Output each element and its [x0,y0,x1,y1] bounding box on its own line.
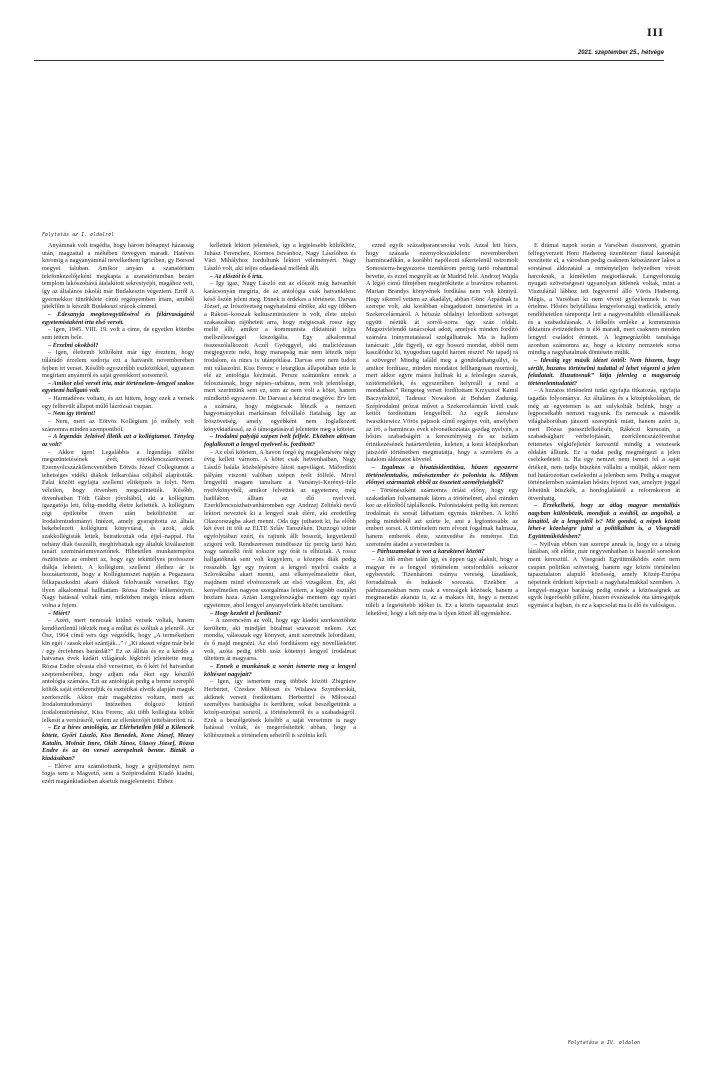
paragraph: – Igen, így ismertem meg többek között Zbigniew Herbertet, Czesław Miłoszt és Wisława Szymborskát, akiknek verseit fordítottam. Herberttel és Miłosszal személyes barátságba is kerültem, sokat beszélgettünk a közép-európai sorsról, a történelemről és a szabadságról. Ezek a beszélgetések később a saját verseimre is nagy hatással voltak, és megerősítettek abban, hogy a költészetnek a történelem sebeiről is szólnia kell. [204,678,356,739]
paragraph: – Akkor igen! Legalábbis a legendája túlélte megszüntetésének évét, ezerkilencszázötvenet. Ezernyolcszázkilencvenötben Eötvös József Collegiumot a tehetséges vidéki diákok felkarolása céljából alapították. Falai között egyfajta szellemi elitképzés is folyt. Nem véletlen, hogy ötvenben megszüntették. Később, ötvenhatban Tóth Gábor jóvoltából, aki a kollégium igazgatója lett, félig–meddig életre keltették. A kollégium régi épületébe ötven után beköltöztött az Irodalomtudományi Intézet, amely gyarapította az általa bekebelezett kollégiumi könyvtárat, és azok, akik szakkollégisták lettek, beiratkoztak oda éjjel–nappal. Ha nehány diák összeállt, meghívhattak egy általuk kiválasztott tanárt szemináriumvezetőnek. Hihetetlen munkatempóra ösztönözte az embert az, hogy egy tekintélyes professzor diákja lehetett. A kollégium szellemi élethez ár is hozzátartozott, hogy a Kollégiumszet napján a Pegazusra felkapaszkodni akaró diákok felolvasták verseiket. Egy ilyen alkalommal hallhattam Rózsa Endre költeményeit. Nagy hatással voltak rám, miközben mégis írásra adtam volna a fejem. [42,448,194,609]
interview-question: – Miért? [48,609,71,617]
paragraph: – Történészként számomra óriási előny, hogy egy szakadatlan folyamatnak látom a történelmet, ahol minden kor az előzőből táplálkozik. Polonistaként pedig két nemzet irodalmát és sorsát láthattam egymás tükrében. A költő pedig mindebből azt szűrte le, ami a legfontosabb: az emberi sorsot. A történelem nem elvont fogalmak halmaza, hanem emberek élete, szenvedése és reménye. Ezt szeretném átadni a verseimben is. [366,487,518,548]
continued-from-note: Folytatás az I. oldalról [42,232,115,238]
paragraph: – Nem, mert az Eötvös Kollégium jó műhely volt számomra minden szempontból. [42,418,194,433]
column-2 [204,242,356,1052]
paragraph: – Nyilván ebben van szerepe annak is, hogy ez a térség láttában, sőt előtte, már negyvenhatban is hasonló sorsokon ment keresztül. A Visegrádi Együttműködés ezért nem csupán politikai szövetség, hanem egy közös történelmi tapasztalaton alapuló közösség, amely Közép-Európa népeinek érdekeit képviseli a nagyhatalmakkal szemben. A lengyel–magyar barátság pedig ennek a közösségnek az egyik legerősebb pillére, hiszen évszázadok óta támogatjuk egymást a bajban, és ez a kapcsolat ma is élő és valóságos. [528,540,680,609]
paragraph: Anyámnak volt tragédia, hogy három hónapnyi házasság után, magzattal a méhében özvegyen maradt. Hatéves koromig a nagyanyámnál nevelkedtem Igricíben, gy Borsod megyei faluban. Amikor anyám a szanatórium telefonkezelőjeként megkapta a szanatóriumban bezárt templom lakószobává átalakított sekrestyéjét, magához vett, így az általános iskolát már Budakeszin végeztem. Erről A gyermekkor tündöklete címú regényemben írtam, amiből játékfilm is készült Budakeszi srácok címmel. [42,242,194,311]
continued-on-note: Folytatása a IV. oldalon [567,1040,640,1046]
paragraph: – Igen, élettemb költőként már úgy éreztem, hogy túlárádó érzelem sodorja ezt a hatvanöt novemberében fejben írt verset. Később egyszerűbb eszközökkel, ugyanezt megírtam anyámról és saját gyerekkori sorsomról. [42,349,194,380]
interview-question: – Amikor első versét írta, már történelem–lengyel szakos egyetemi hallgató volt. [42,379,194,395]
interview-question: – Érzékelhető, hogy az átlag magyar mentalitás nagyban különbözik, mondjuk a svédtől, az angoltól, a kínaitól, de a lengyeltől is? Mit gondol, a népek között lehet-e közelségre jutni a politikában is, a Visegrádi Együttműködésben? [528,502,680,540]
interview-question: – Ennek a munkának a során ismerte meg a lengyel költészet nagyjait? [204,663,356,678]
interview-question: – Párhuzamokat is von a karakterei között? [372,548,485,556]
column-4 [528,242,680,1052]
paragraph: – A huzatos történelmi tudat egyfajta titkatozás, egyfajta tagadás folyományа. Az általános és a középiskolában, de még az egyetemen is azt sulykolták belénk, hogy a legpocsékabb nemzet vagyunk. És nemcsak a második világháborúban játszott szerepünk miatt, hanem azért is, mert Dózsa parasztfelkelésén, Rákóczi kurucain, a szabadságharc vérbefojtásán, ezerkilencszázötvenhat rettenetes végkifejletén keresztül mindig a vesztesek oldalán álltunk. Ez a tudat pedig megmérgezi a jelen cselekedeteit is. Ha egy nemzet nem ismeri fel a saját értékeit, nem tudja büszkén vállalni a múltját, akkor nem tud határozottan cselekedni a jelenben sem. Pedig a magyar történelemben számtalan hősies fejezet van, amelyre joggal lehetünk büszkék, a honfoglalástól a reformkoron át ötvenhatig. [528,387,680,502]
interview-question: – Érzelmi okokból? [48,341,99,349]
interview-question: – Izgalmas a hivatásidentitása, hiszen egyszerre történelemtudós, művésztember és polonista is. Milyen előnyei származtak ebből az összetett személyiségből? [366,464,518,487]
paragraph: – Azért, mert nemcsak kitűnő versek voltak, hanem kendőzetlenül idézték meg a múltat és szóltak a jelenről. Az Ösz, 1964 című vers úgy végződik, hogy „A termékethen kin egét / sasok ekéi szántják...” / „Ki akaszt végre már bele / egy ércfehmes barázdát?” Ez az állítás és ez a kérdés a hatvanas évek kádári világának légkörét jelenítette meg. Rózsa Endre olvasta első verseimet, és ő kért fel hatvanhat szeptemberében, hogy adjam oda őket egy készülő antológia számára. Ezt az antológiát pedig a benne szereplő költők saját értékrendjük és esztétikai elveik alapján maguk szerkesztik. Akkor már magabiztos voltam, mert az Irodalomtudományi Intézetben dolgozó kitűnő irodalomtörténész, Kiss Ferenc, aki több kollégista költőt lelkesít a versírásról, velem az ellenkezőjét tettébátorított rá. [42,617,194,724]
interview-question: – Ez a híres antológia, az Elérhetetlen föld a Kilencek kötete, Győri László, Kiss Benedek, Konc József, Mezey Katalin, Molnár Imre, Oláh János, Utassy József, Rózsa Endre és az ön versei szerepelnek benne. Bizták a kiadásában? [42,724,194,762]
article-body [42,242,680,1052]
interview-question: – Ideváig egy másik idézet óntől: Nem hiszem, hogy sérült, huzatos történelmi tudattal el lehet végezni a jelen feladatait. Huzatosnak” látja jelenleg a magyarság történelemtudatát? [528,356,680,387]
paragraph: – Az első kötetem, A havon forgó ég megjelenésére négy évig kellett várnom. A kötet csak hetvenhatban, Nagy László halála közbelépésére látott napvilágot. Máfordítói pályám viszont valóban szépen ívelt fölfelé. Mivel lengyelül magam tanultam a Varsányi–Kerényi–féle nyelvkönyvből, amikor felvettek az egyetemre, még hadilábon álltam az élő nyelvvel. Ezerkilencszázhatvanháromban egy Andrzej Zeliński nevű lektort neveztek ki a lengyel szak élére, aki eredetileg Olaszországba akart menni. Oda úgy juthatott ki, ha előbb két évet itt tölt az ELTE Szláv Tanszékén. Duzzogó szinte egyfolytában ezért, és rajtunk állt bosszút, kegyetlenül szigorú volt. Rendszeresen mindössze tíz percig tartó házi vagy tanszéki órái sokszor egy órát is elhúztak. A rossz hallgatóknak sem volt kegyelem, a közepes diák pedig rosszabb. Így egy nyáron a lengyel nyelvű csakis a Szlovákiába akart menni, ami elkenyelmesítette őket, majdnem mind elvérezzenek az első vizsgákon. Én, aki kenyelmetlen nagyon szorgalmas lettem, a legjobb osztályt hoztam haza. Aztán Lengyelországba mentem egy nyári egyetemre, ahol lengyel anyanyelvűek között tanultam. [204,448,356,609]
interview-question: – Édesanyja megözvegyülésérol és félárvaságáról egyetemistaként írta első versét. [42,310,194,326]
page-number: III [646,28,664,39]
column-1 [42,242,194,1052]
paragraph: – Harmadéves voltam, és azt hittem, hogy ezek a versek egy felhevült állapot múló lázrózsái csupán. [42,395,194,410]
interview-question: – Nem így történt! [48,410,96,418]
dateline: 2021. szeptember 25., hétvége [577,50,664,56]
interview-question: – Az előszót is ő írta. [210,272,263,280]
paragraph: – A szerencsém az volt, hogy egy kiadói szerkesztőhöz kerültem, aki mindjárt bizalmat szavazott nekem. Azt mondta, válasszak egy könyvet, amit szeretnék lefordítani, és ő majd megnézi. Az első fordításom egy novelláskötet volt, azóta pedig több száz kötetnyi lengyel irodalmat ültettem át magyarra. [204,617,356,663]
interview-question: – Hogy kezdett el fordítani? [210,609,282,617]
interview-question: – Irodalmi palyájá szépen ívelt felfelé. Eközben aktívan foglalkozott a lengyel nyelvvel is, fordított? [204,433,356,449]
interview-question: – A legendás Jelzővel illetik azt a kollégiumot. Tényleg az volt? [42,433,194,449]
paragraph: – Így igaz, Nagy László ezt az előszót még hatvanhét karácsonyán megírta, de az antológia csak hatvankilenc késő őszén jelent meg. Ennek is érdekes a története. Darvas József, az Írószövetség nagyhatalmú elnöke, aki egy időben a Rákosi–korszak kultuszminisztere is volt, élete utolsó szakaszában rájöhetett arra, hogy mégiscsak rossz úgy mellé állt, amikor a kommunista diktatúrát teljes mellszélességgel kiszolgálta. Egy alkalommal összeszólalkozott Aczél Györggyel, aki malíciózusan megjegyezte neki, hogy manapság már nem létezik népi irodalom, és nincs is utánpótlása. Darvas erre nem tudott mit válaszolni. Kiss Ferenc e letargikus állapotában tette le elé az antológia kéziratát. Persze számunkra ennek a felosztásnak, hogy népies–urbánus, nem volt jelentősége, mert szerintünk sem ez, sem az nem volt a kötet, hanem mindkettő egyszerre. De Darvast a kézirat megjőve. Érv lett a számára, hogy mégiscsak létezik a nemzeti hagyományokat markánsan felvállaló fiatalság. Így az Írószövetség, amely egyébként nem foglalkozott könyvkiadással, az ő támogatásával jelentette meg a kötetet. [204,280,356,433]
paragraph: – Elérve arra számítottunk, hogy a gyűjteményt nem fogja sem a Magvető, sem a Szépirodalmi Kiadó kiadni, ezért magánkiadásban akartuk megjelentetni. Ehhez [42,762,194,785]
paragraph: ezred egyik századparancsnoka volt. Azzal lett híres, hogy százada ezernyolcszázkilenc novemberében harmincadikán, a korábbi napóleoni sikertelenül ostromolt Somosierra-hegyszoros tizenhárom percig tartó rohammal bevette, és ezzel megnyílt az út Madrid felé. Andrzej Wajda A légió című filmjében megörökítette a bravúros rohamot. Marian Brandys könyvének fordítása nem volt könnyű. Hogy sikerrel vettem az akadályt, abban Gönc Árpádnak is szerepe volt, aki korábban elragadtatott ismertetést írt a Szekercelármáról. A hétszáz oldalnyi lefordított szöveget együtt néztük át sorról–sorra úgy száz oldalt. Megszívlelendő tanácsokat adott, amelyek minden fordító számára iránymutatással szolgálhatnak. Ma is hallom tanácsait: „Ide figyelj, ez egy hosszú mondat, ebből nem kaszálódsz ki, nyugodtan tagold három részre! Ne tapadj rá a szövegre! Mindig találd meg a gondolathangsúlyt, és amikor fordítasz, minden mondatot fellhangosan mormolj, mert akkor egyre másra hullnak ki a felesleges szavak, szótörmelékek, és egyszerűben helyreáll a rend a mondatban.” Rengeteg verset fordítottam Krzysztof Kamil Baczyńskitól, Tadeusz Nowakon át Bohdan Zadurág. Szépirodalmi prózai művet a Szekercelármán kívül csak kettőt fordítottam lengyelből. Az egyik Jarosław Iwaszkiewicz Vörös pajzsok című regénye volt, amelyben az író, a harmincas évek elvonatkoztatás gazdag nyelvén, a hősies szabadságért a kereszténység és az iszlám érintkezésének határterületén, keleten, a kora középkorban játszódó történetben megmutatja, hogy a szerelem és a hatalom áldozatot követel. [366,242,518,464]
paragraph: – Igen, 1945. VIII. 19. volt a címe, de egyetlen kötetbe sem tettem bele. [42,326,194,341]
header-rule [34,60,664,61]
paragraph: kellettek lektori jelentések, így a legjelesebb költőkhöz, Juhász Ferenchez, Kormos Istvánhoz, Nagy Lászlóhoz és Váci Mihályhoz fordultunk lektori véleményért. Nagy László volt, aki teljes odaadással mellénk állt. [204,242,356,272]
paragraph: – Az idő ember talán így, és éppen úgy alakult, hogy a magyar és a lengyel történelem sorsfordulói sokszor egybeestek. Tizenhárom csúnya vereség, lázadások, forradalmak és bukások sorozata. Ezekben a párhuzamokban nem csak a vereségek közösek, hanem a megmaradás akarata is, az a makacs hit, hogy a nemzet túléli a legsötétebb időket is. Ez a közös tapasztalat teszi lehetővé, hogy a két nép ma is ilyen közel áll egymáshoz. [366,555,518,617]
column-3 [366,242,518,1052]
paragraph: E drámai napok során a Varsóban összevont, gyatrán felfegyverzett Honi Hadsereg tizenötezer fiatal katonáját veszítette el, a városban pedig csaknem kétszázezer lakos a sorstársai áldozatául a reményteljen helyzetben vívott harcoknak, a kíméletlen megtorlásnak. Lengyelország nyugati szövetségesei ugyanolyan tétlenek voltak, mint a Visztulánál lábhoz tett fegyverrel álló Vörös Hadsereg. Mégis, a Varsóban ki nem vívott győzelemnek is van értelme. Hősies helytállása lengyelországi tradíciók, amely rendíthetetlen támpontja lett a nagyvonalúbb ellenállásnak és a szabadulásnak. A felkelés emléke a kommunista diktatúra évtizedeiben is élő maradt, mert csaknem minden lengyel családot érintett. A legmegrázóbb tanulsága azonban számomra az, hogy a kicsiny nemzetek sorsa mindig a nagyhatalmak döntésein múlik. [528,242,680,357]
